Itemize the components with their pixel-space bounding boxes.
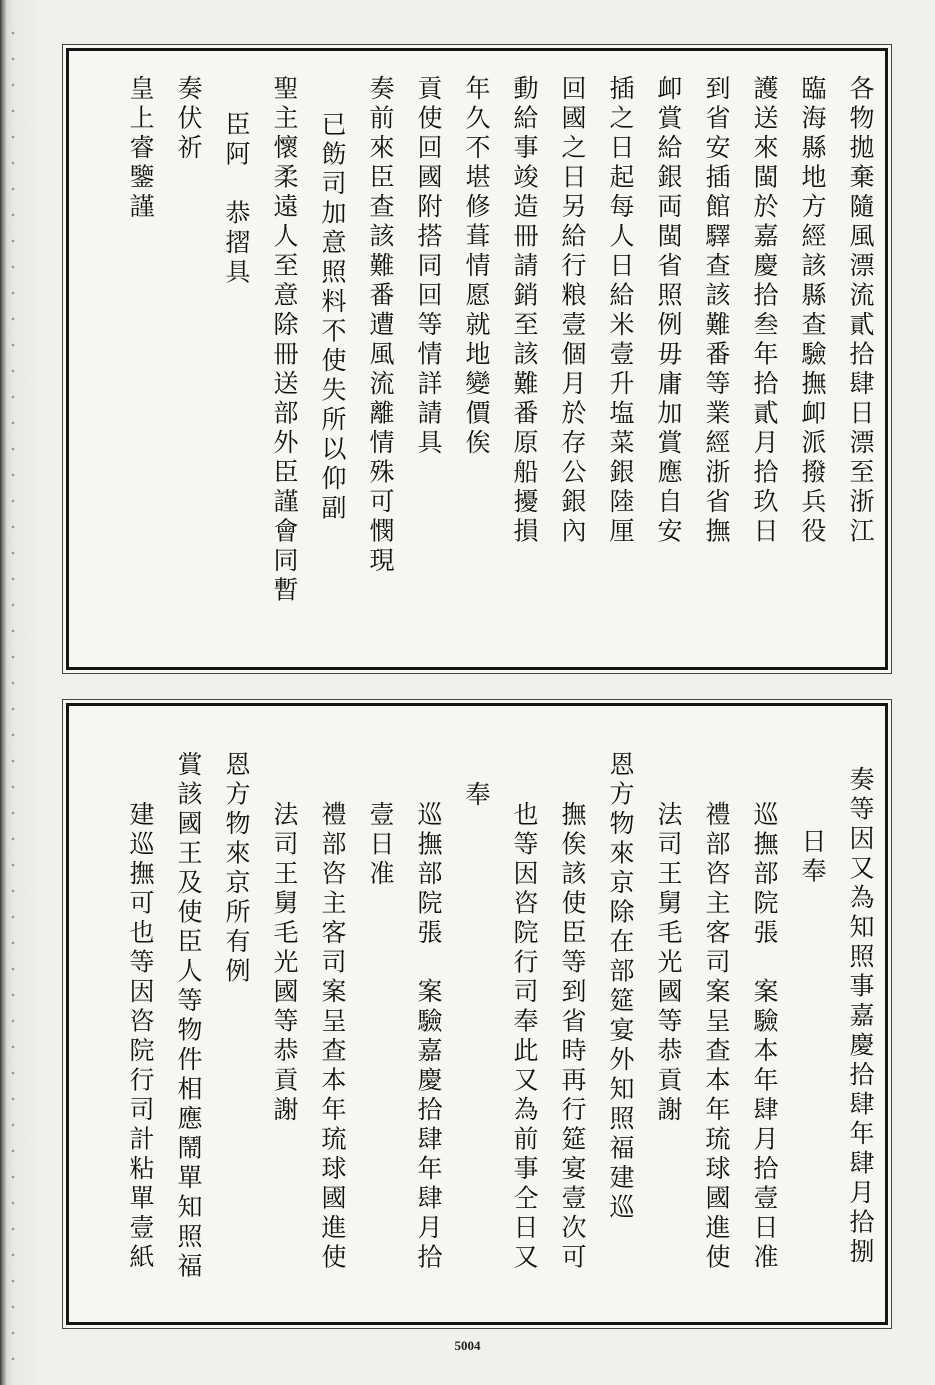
text-column: 巡撫部院張 案驗本年肆月拾壹日准 (750, 801, 779, 1273)
text-column: 恩方物來京除在部筵宴外知照福建巡 (606, 751, 635, 1223)
text-column: 年久不堪修葺情愿就地變價俟 (462, 75, 491, 459)
text-column: 恩方物來京所有例 (222, 751, 251, 987)
binding-holes (11, 20, 15, 1360)
text-column: 各物拋棄隨風漂流貳拾肆日漂至浙江 (846, 75, 875, 547)
text-column: 已飭司加意照料不使失所以仰副 (318, 111, 347, 524)
text-column: 動給事竣造冊請銷至該難番原船擾損 (510, 75, 539, 547)
text-column: 奏等因又為知照事嘉慶拾肆年肆月拾捌 (846, 766, 875, 1268)
text-column: 壹日准 (366, 801, 395, 890)
text-column: 日奉 (798, 828, 827, 887)
text-column: 奏前來臣查該難番遭風流離情殊可憫現 (366, 75, 395, 577)
text-column: 護送來閩於嘉慶拾叁年拾貳月拾玖日 (750, 75, 779, 547)
binding-edge (0, 0, 40, 1385)
bottom-manuscript-panel (66, 703, 888, 1325)
text-column: 奏伏祈 (174, 75, 203, 164)
text-column: 回國之日另給行粮壹個月於存公銀內 (558, 75, 587, 547)
text-column: 到省安插館驛查該難番等業經浙省撫 (702, 75, 731, 547)
text-column: 法司王舅毛光國等恭貢謝 (270, 801, 299, 1126)
top-manuscript-panel (66, 48, 888, 670)
text-column: 聖主懷柔遠人至意除冊送部外臣謹會同暫 (270, 75, 299, 606)
text-column: 建巡撫可也等因咨院行司計粘單壹紙 (126, 801, 155, 1273)
text-column: 賞該國王及使臣人等物件相應鬧單知照福 (174, 751, 203, 1282)
text-column: 皇上睿鑒謹 (126, 75, 155, 223)
page-number: 5004 (454, 1338, 481, 1353)
text-column: 貢使回國附搭同回等情詳請具 (414, 75, 443, 459)
text-column: 奉 (462, 781, 491, 811)
text-column: 法司王舅毛光國等恭貢謝 (654, 801, 683, 1126)
text-column: 臣阿 恭摺具 (222, 111, 251, 288)
text-column: 禮部咨主客司案呈查本年琉球國進使 (702, 801, 731, 1273)
text-column: 臨海縣地方經該縣查驗撫卹派撥兵役 (798, 75, 827, 547)
text-column: 插之日起每人日給米壹升塩菜銀陸厘 (606, 75, 635, 547)
text-column: 卹賞給銀両閩省照例毋庸加賞應自安 (654, 75, 683, 547)
text-column: 也等因咨院行司奉此又為前事仝日又 (510, 801, 539, 1273)
text-column: 巡撫部院張 案驗嘉慶拾肆年肆月拾 (414, 801, 443, 1273)
text-column: 撫俟該使臣等到省時再行筵宴壹次可 (558, 801, 587, 1273)
text-column: 禮部咨主客司案呈查本年琉球國進使 (318, 801, 347, 1273)
